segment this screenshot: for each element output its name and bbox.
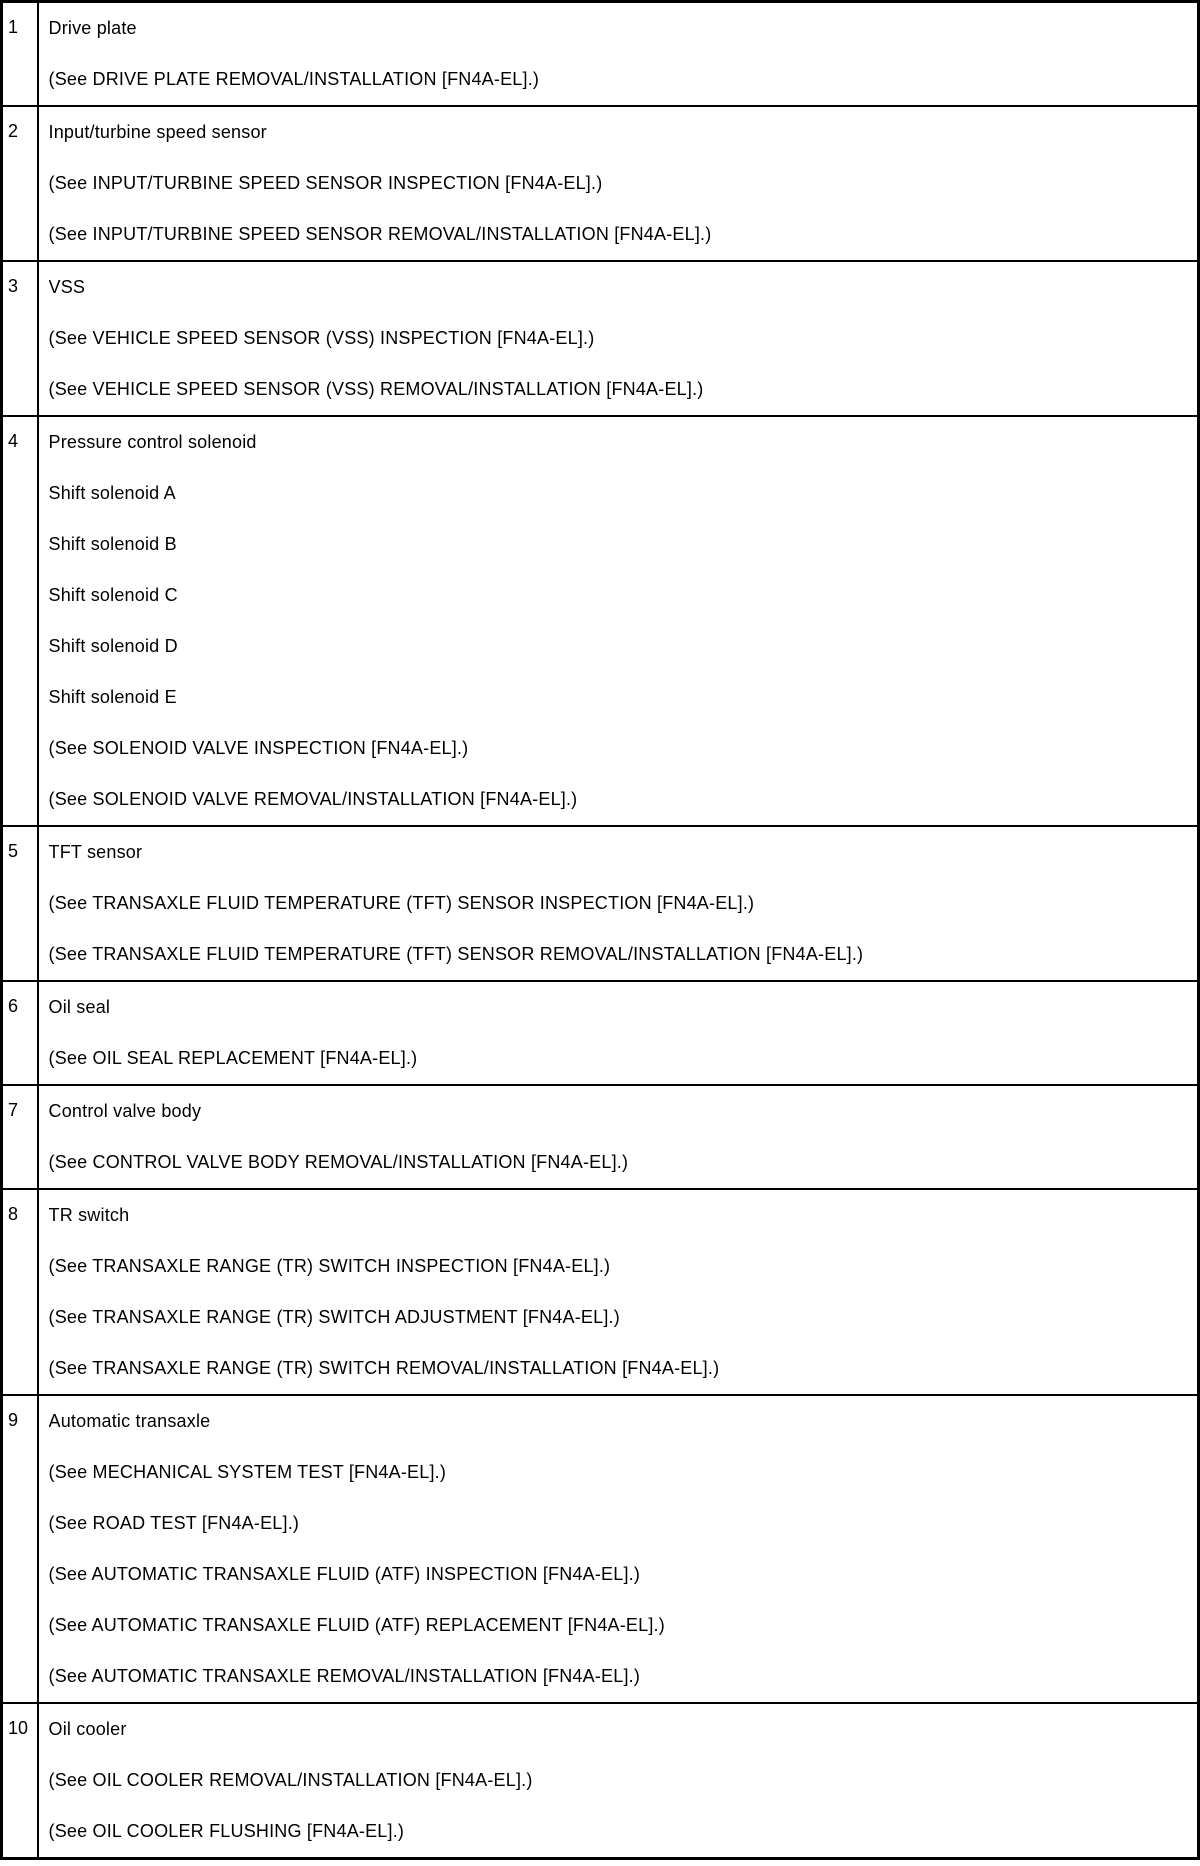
description-line: (See VEHICLE SPEED SENSOR (VSS) REMOVAL/INSTALLATION [FN4A-EL].) [48, 379, 704, 399]
description-line: (See MECHANICAL SYSTEM TEST [FN4A-EL].) [48, 1462, 447, 1482]
description-line: (See AUTOMATIC TRANSAXLE REMOVAL/INSTALLATION [FN4A-EL].) [48, 1666, 641, 1686]
description-line: Shift solenoid E [48, 687, 177, 707]
description-line: (See AUTOMATIC TRANSAXLE FLUID (ATF) INSPECTION [FN4A-EL].) [48, 1564, 641, 1584]
description-line: (See TRANSAXLE FLUID TEMPERATURE (TFT) SENSOR INSPECTION [FN4A-EL].) [48, 893, 755, 913]
table-row [2, 1085, 1199, 1189]
description-line: (See AUTOMATIC TRANSAXLE FLUID (ATF) REPLACEMENT [FN4A-EL].) [48, 1615, 665, 1635]
table-row [2, 106, 1199, 261]
row-number: 5 [2, 826, 38, 981]
row-number: 8 [2, 1189, 38, 1395]
row-number: 9 [2, 1395, 38, 1703]
row-description [38, 1085, 1199, 1189]
row-description [38, 1703, 1199, 1859]
row-description [38, 106, 1199, 261]
description-line: (See TRANSAXLE RANGE (TR) SWITCH REMOVAL/INSTALLATION [FN4A-EL].) [48, 1358, 720, 1378]
table-row [2, 416, 1199, 826]
service-table-body [2, 2, 1199, 1859]
description-line: (See SOLENOID VALVE INSPECTION [FN4A-EL].) [48, 738, 469, 758]
description-line: Input/turbine speed sensor [48, 122, 267, 142]
row-description [38, 2, 1199, 107]
description-line: Control valve body [48, 1101, 202, 1121]
row-number: 3 [2, 261, 38, 416]
description-line: (See CONTROL VALVE BODY REMOVAL/INSTALLATION [FN4A-EL].) [48, 1152, 629, 1172]
row-number: 7 [2, 1085, 38, 1189]
description-line: (See VEHICLE SPEED SENSOR (VSS) INSPECTION [FN4A-EL].) [48, 328, 595, 348]
description-line: (See OIL COOLER REMOVAL/INSTALLATION [FN4A-EL].) [48, 1770, 533, 1790]
table-row [2, 2, 1199, 107]
description-line: VSS [48, 277, 86, 297]
table-row [2, 826, 1199, 981]
row-number: 6 [2, 981, 38, 1085]
table-row [2, 1703, 1199, 1859]
description-line: (See SOLENOID VALVE REMOVAL/INSTALLATION [FN4A-EL].) [48, 789, 578, 809]
description-line: Shift solenoid B [48, 534, 177, 554]
row-description [38, 1189, 1199, 1395]
description-line: Shift solenoid A [48, 483, 176, 503]
description-line: (See INPUT/TURBINE SPEED SENSOR INSPECTION [FN4A-EL].) [48, 173, 603, 193]
table-row [2, 261, 1199, 416]
description-line: Oil seal [48, 997, 111, 1017]
description-line: (See TRANSAXLE FLUID TEMPERATURE (TFT) SENSOR REMOVAL/INSTALLATION [FN4A-EL].) [48, 944, 864, 964]
table-row [2, 981, 1199, 1085]
description-line: Shift solenoid D [48, 636, 178, 656]
description-line: Oil cooler [48, 1719, 127, 1739]
row-number: 2 [2, 106, 38, 261]
description-line: TFT sensor [48, 842, 143, 862]
description-line: Shift solenoid C [48, 585, 178, 605]
description-line: Drive plate [48, 18, 137, 38]
row-number: 1 [2, 2, 38, 107]
description-line: Automatic transaxle [48, 1411, 211, 1431]
row-description [38, 416, 1199, 826]
description-line: (See TRANSAXLE RANGE (TR) SWITCH ADJUSTMENT [FN4A-EL].) [48, 1307, 620, 1327]
description-line: Pressure control solenoid [48, 432, 257, 452]
row-number: 10 [2, 1703, 38, 1859]
row-description [38, 261, 1199, 416]
row-description [38, 826, 1199, 981]
table-row [2, 1395, 1199, 1703]
description-line: (See OIL COOLER FLUSHING [FN4A-EL].) [48, 1821, 405, 1841]
description-line: (See INPUT/TURBINE SPEED SENSOR REMOVAL/INSTALLATION [FN4A-EL].) [48, 224, 712, 244]
description-line: (See TRANSAXLE RANGE (TR) SWITCH INSPECTION [FN4A-EL].) [48, 1256, 611, 1276]
description-line: (See DRIVE PLATE REMOVAL/INSTALLATION [FN4A-EL].) [48, 69, 540, 89]
row-number: 4 [2, 416, 38, 826]
table-row [2, 1189, 1199, 1395]
description-line: TR switch [48, 1205, 130, 1225]
row-description [38, 1395, 1199, 1703]
description-line: (See OIL SEAL REPLACEMENT [FN4A-EL].) [48, 1048, 418, 1068]
description-line: (See ROAD TEST [FN4A-EL].) [48, 1513, 300, 1533]
row-description [38, 981, 1199, 1085]
